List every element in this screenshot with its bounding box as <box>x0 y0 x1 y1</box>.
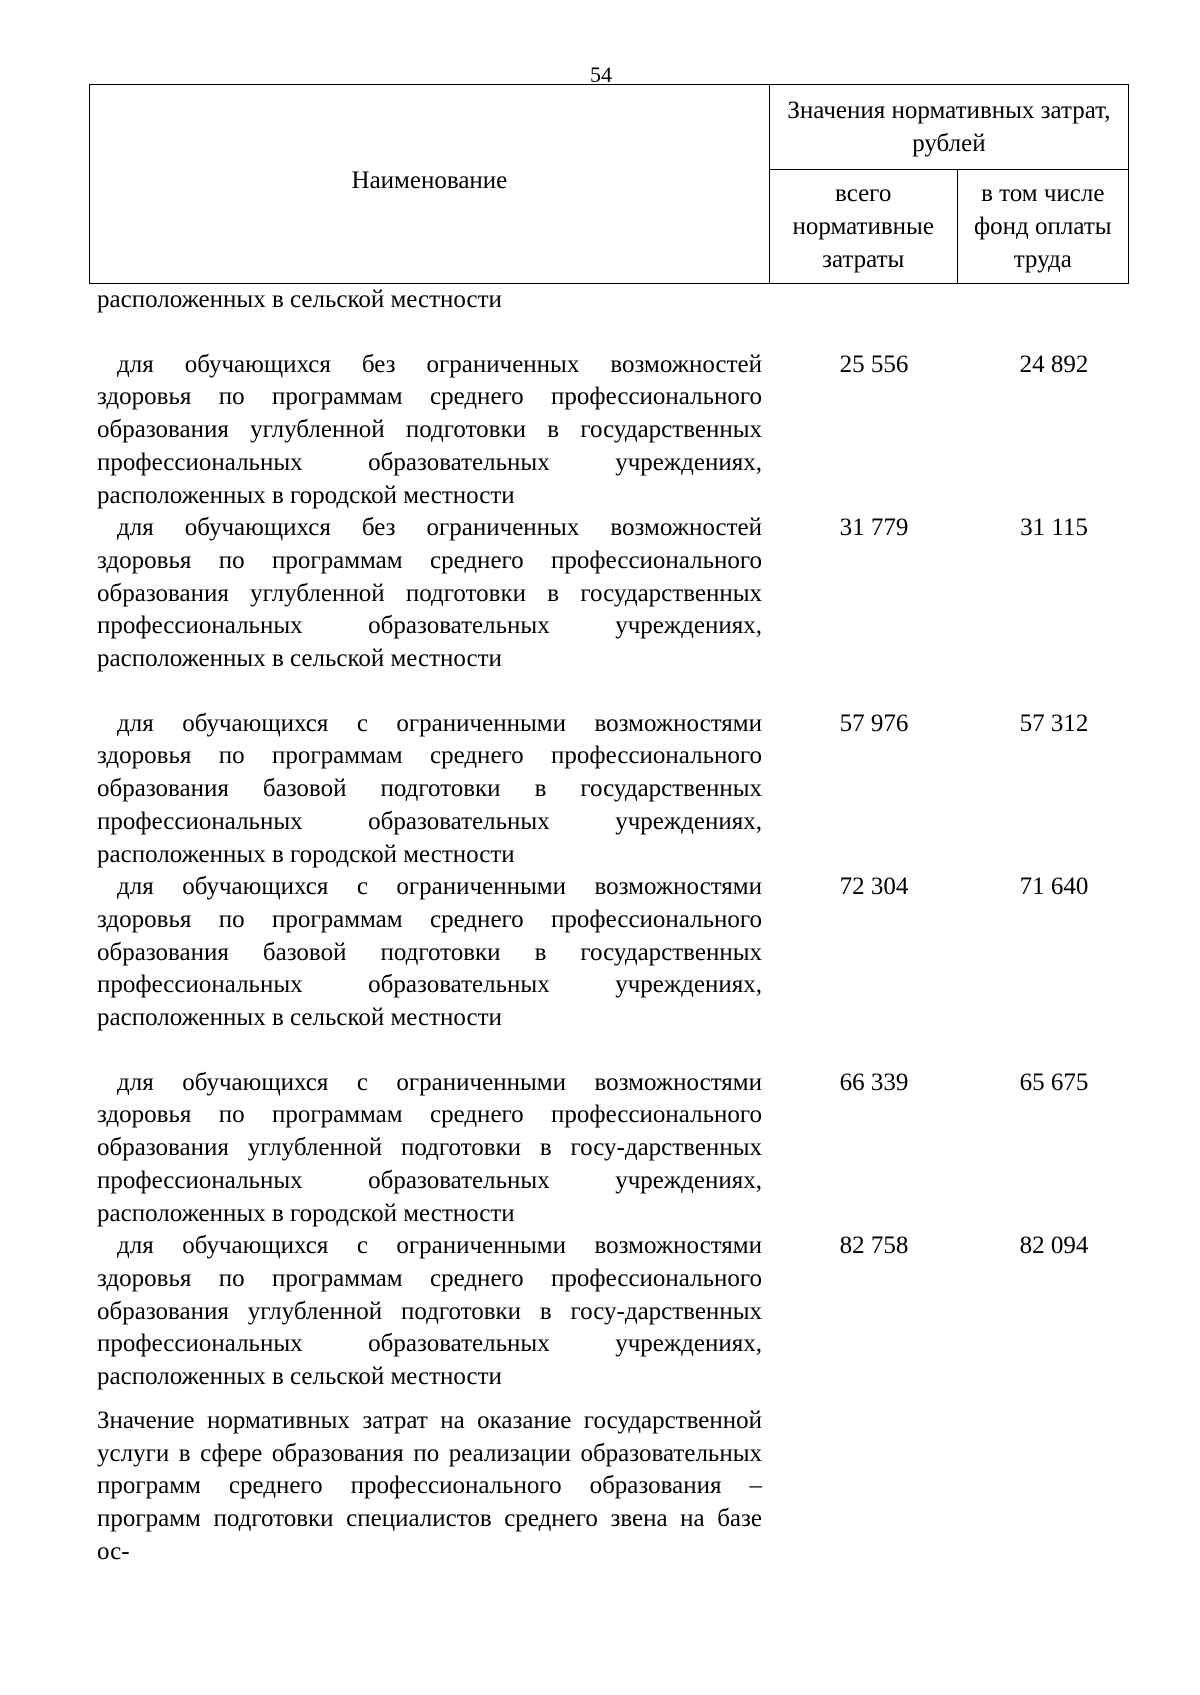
header-name-label: Наименование <box>351 166 508 194</box>
row-name: для обучающихся с ограниченными возможностями здоровья по программам среднего профессионального образования базовой подготовки в государственных профессиональных образовательных учреждениях, расположенных в сельской местности <box>97 873 762 1032</box>
header-name-cell <box>90 85 770 284</box>
row-fot: 57 312 <box>1019 709 1089 737</box>
table-row <box>97 512 1137 676</box>
page-number: 54 <box>590 62 612 87</box>
table-header <box>89 84 1129 284</box>
header-fot-cell: в том числе фонд оплаты труда <box>957 170 1128 284</box>
row-total: 72 304 <box>839 873 909 901</box>
row-fot: 82 094 <box>1019 1232 1089 1260</box>
row-total: 82 758 <box>839 1232 909 1260</box>
row-total: 31 779 <box>839 514 909 542</box>
row-total: 57 976 <box>839 709 909 737</box>
row-total: 66 339 <box>839 1068 909 1096</box>
table-row <box>97 1067 1137 1231</box>
row-fot: 24 892 <box>1019 350 1089 378</box>
footer-paragraph: Значение нормативных затрат на оказание государственной услуги в сфере образования по реализации образовательных программ среднего профессионального образования – программ подготовки специалистов среднего звена на базе ос- <box>97 1406 762 1565</box>
row-name: для обучающихся с ограниченными возможностями здоровья по программам среднего профессионального образования углубленной подготовки в госу-дарственных профессиональных образовательных учреждениях, расположенных в городской местности <box>97 1068 762 1227</box>
row-fot: 31 115 <box>1020 514 1088 542</box>
row-total: 25 556 <box>839 350 909 378</box>
table-row <box>97 1230 1137 1394</box>
row-name: для обучающихся без ограниченных возможностей здоровья по программам среднего профессионального образования углубленной подготовки в государственных профессиональных образовательных учреждениях, расположенных в городской местности <box>97 350 762 509</box>
row-name: для обучающихся с ограниченными возможностями здоровья по программам среднего профессионального образования базовой подготовки в государственных профессиональных образовательных учреждениях, расположенных в городской местности <box>97 709 762 868</box>
table-row <box>97 871 1137 1035</box>
continuation-text: расположенных в сельской местности <box>97 286 502 313</box>
header-total-cell: всего нормативные затраты <box>769 170 957 284</box>
row-name: для обучающихся без ограниченных возможностей здоровья по программам среднего профессионального образования углубленной подготовки в государственных профессиональных образовательных учреждениях, расположенных в сельской местности <box>97 514 762 673</box>
table-row <box>97 708 1137 872</box>
row-fot: 65 675 <box>1019 1068 1089 1096</box>
row-name: для обучающихся с ограниченными возможностями здоровья по программам среднего профессионального образования углубленной подготовки в госу-дарственных профессиональных образовательных учреждениях, расположенных в сельской местности <box>97 1232 762 1391</box>
table-row <box>97 349 1137 513</box>
row-fot: 71 640 <box>1019 873 1089 901</box>
header-group-cell: Значения нормативных затрат, рублей <box>769 85 1128 170</box>
table-body <box>97 284 1137 1568</box>
